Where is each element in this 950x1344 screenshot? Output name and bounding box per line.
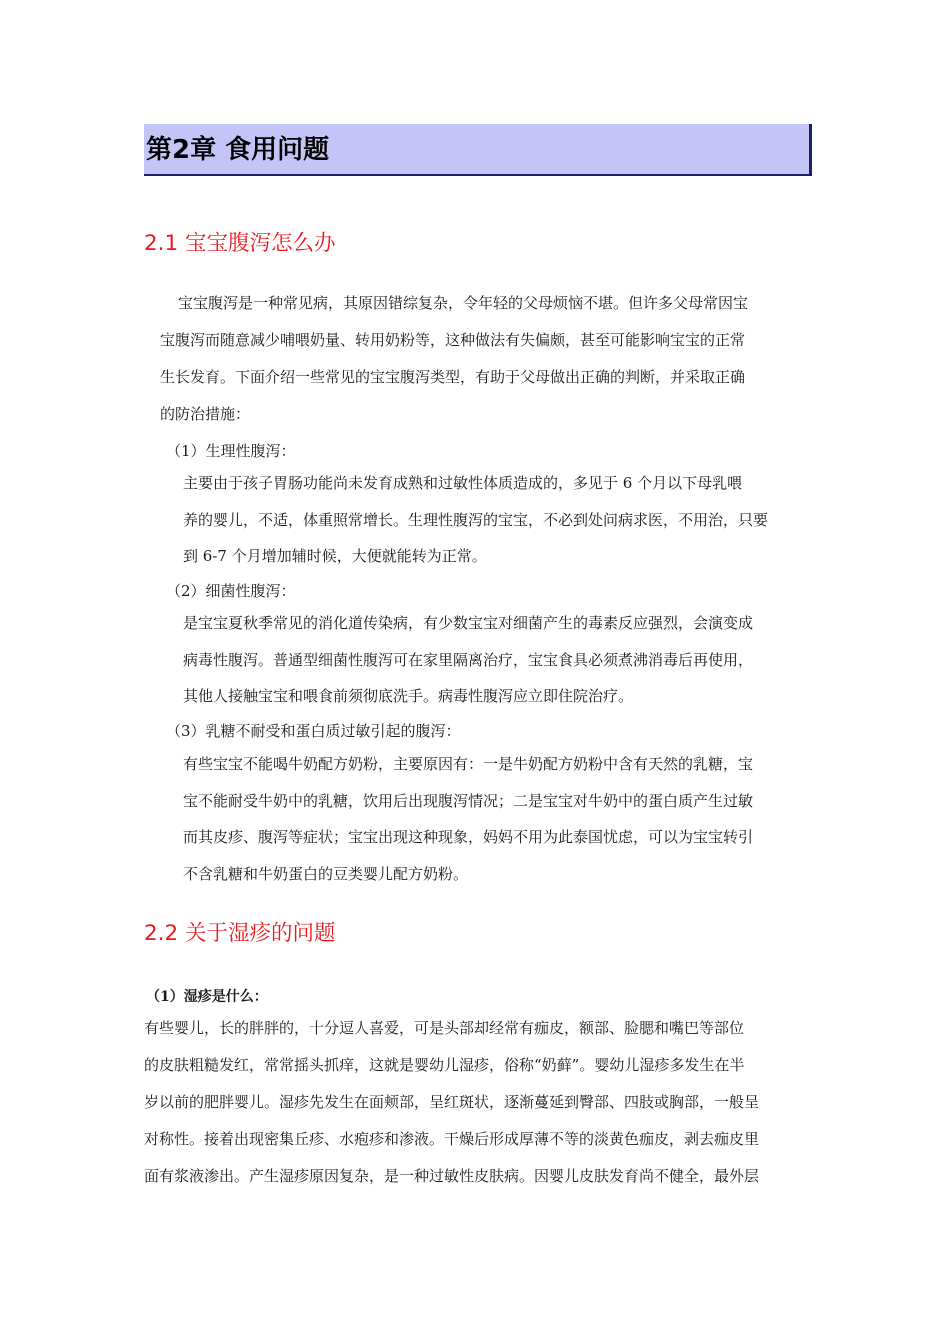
item-line: 到 6-7 个月增加辅时候，大便就能转为正常。 xyxy=(183,547,487,565)
item-line: 而其皮疹、腹泻等症状；宝宝出现这种现象，妈妈不用为此泰国忧虑，可以为宝宝转引 xyxy=(183,828,754,846)
chapter-title: 第2章 食用问题 xyxy=(146,135,330,165)
paragraph-line: 的防治措施： xyxy=(160,405,251,423)
item-heading: （2）细菌性腹泻： xyxy=(166,582,296,600)
paragraph-line: 的皮肤粗糙发红，常常摇头抓痒，这就是婴幼儿湿疹，俗称“奶藓”。婴幼儿湿疹多发生在半 xyxy=(144,1056,745,1074)
item-heading: （3）乳糖不耐受和蛋白质过敏引起的腹泻： xyxy=(166,722,461,740)
item-line: 是宝宝夏秋季常见的消化道传染病，有少数宝宝对细菌产生的毒素反应强烈，会演变成 xyxy=(183,614,754,632)
item-line: 有些宝宝不能喝牛奶配方奶粉，主要原因有：一是牛奶配方奶粉中含有天然的乳糖，宝 xyxy=(183,755,754,773)
item-line: 宝不能耐受牛奶中的乳糖，饮用后出现腹泻情况；二是宝宝对牛奶中的蛋白质产生过敏 xyxy=(183,792,754,810)
paragraph-line: 生长发育。下面介绍一些常见的宝宝腹泻类型，有助于父母做出正确的判断，并采取正确 xyxy=(160,368,746,386)
item-line: 其他人接触宝宝和喂食前须彻底洗手。病毒性腹泻应立即住院治疗。 xyxy=(183,687,634,705)
item-heading: （1）生理性腹泻： xyxy=(166,442,296,460)
paragraph-line: 岁以前的肥胖婴儿。湿疹先发生在面颊部，呈红斑状，逐渐蔓延到臀部、四肢或胸部，一般呈 xyxy=(144,1093,760,1111)
paragraph-line: 宝腹泻而随意减少哺喂奶量、转用奶粉等，这种做法有失偏颇，甚至可能影响宝宝的正常 xyxy=(160,331,746,349)
item-line: 主要由于孩子胃肠功能尚未发育成熟和过敏性体质造成的，多见于 6 个月以下母乳喂 xyxy=(183,474,743,492)
paragraph-line: 面有浆液渗出。产生湿疹原因复杂，是一种过敏性皮肤病。因婴儿皮肤发育尚不健全，最外层 xyxy=(144,1167,760,1185)
section-title-2-2: 2.2 关于湿疹的问题 xyxy=(144,921,336,946)
item-line: 不含乳糖和牛奶蛋白的豆类婴儿配方奶粉。 xyxy=(183,865,469,883)
subheading: （1）湿疹是什么： xyxy=(146,989,268,1005)
paragraph-line: 宝宝腹泻是一种常见病，其原因错综复杂，令年轻的父母烦恼不堪。但许多父母常因宝 xyxy=(178,294,749,312)
paragraph-line: 有些婴儿，长的胖胖的，十分逗人喜爱，可是头部却经常有痂皮，额部、脸腮和嘴巴等部位 xyxy=(144,1019,745,1037)
item-line: 养的婴儿，不适，体重照常增长。生理性腹泻的宝宝，不必到处问病求医，不用治，只要 xyxy=(183,511,769,529)
item-line: 病毒性腹泻。普通型细菌性腹泻可在家里隔离治疗，宝宝食具必须煮沸消毒后再使用， xyxy=(183,651,754,669)
paragraph-line: 对称性。接着出现密集丘疹、水疱疹和渗液。干燥后形成厚薄不等的淡黄色痂皮，剥去痂皮里 xyxy=(144,1130,760,1148)
section-title-2-1: 2.1 宝宝腹泻怎么办 xyxy=(144,231,336,256)
